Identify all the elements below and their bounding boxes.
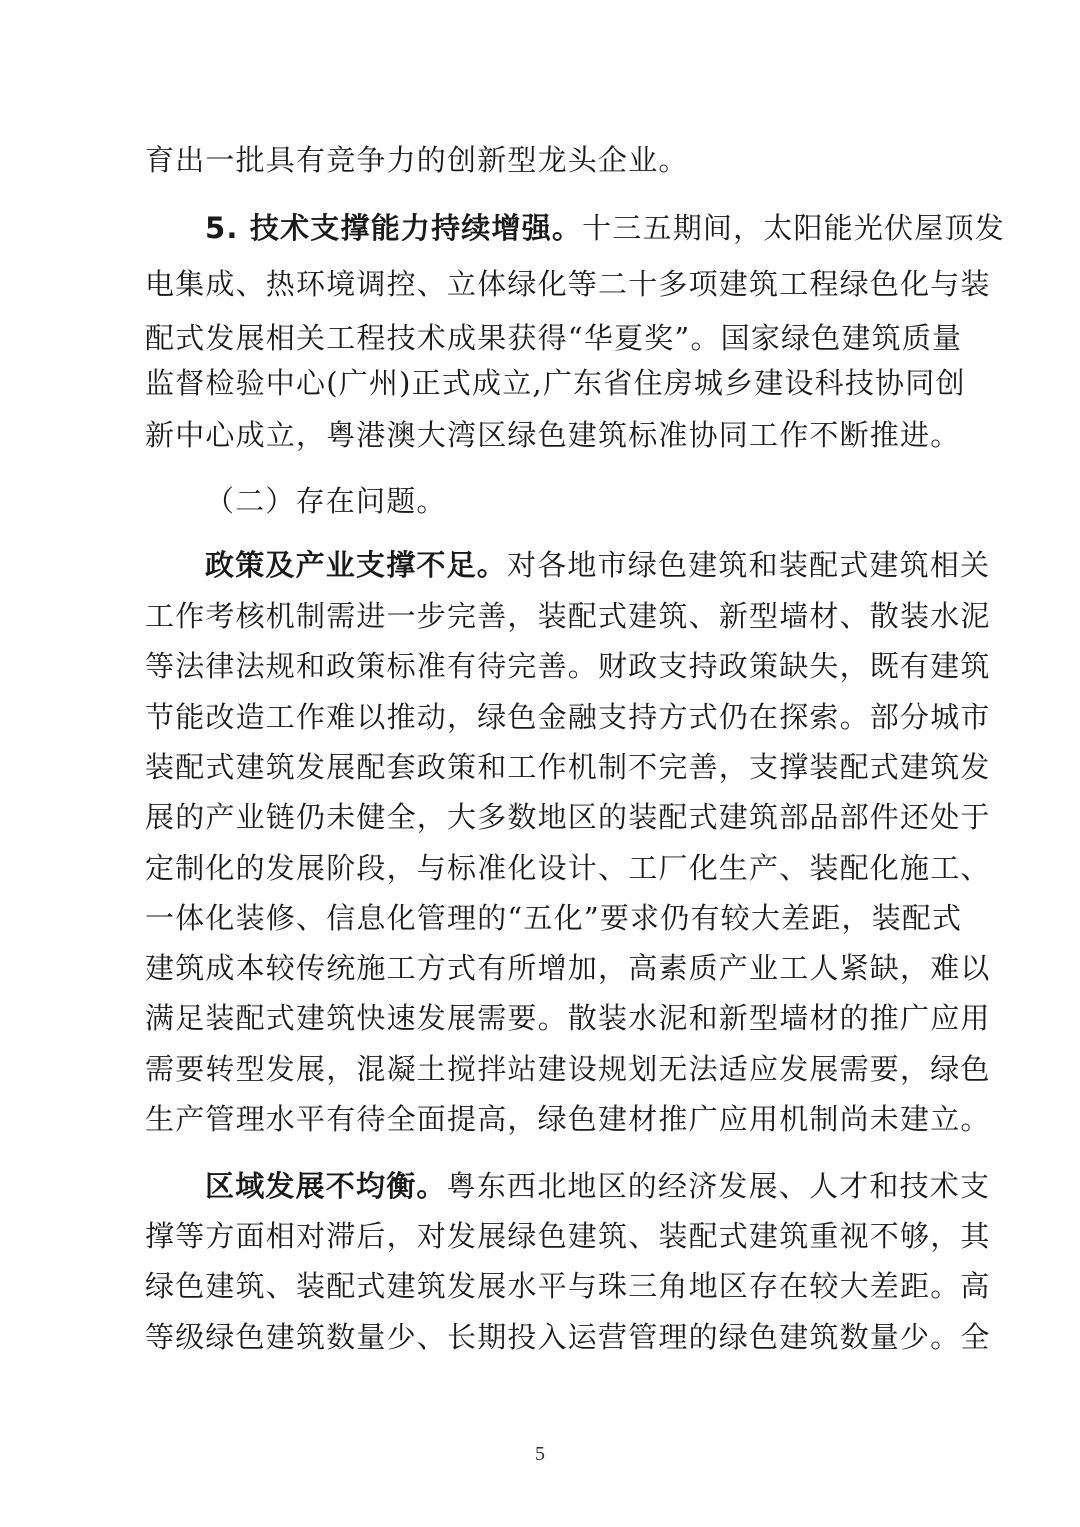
paragraph-region-line: 绿色建筑、装配式建筑发展水平与珠三角地区存在较大差距。高 [145, 1269, 991, 1303]
paragraph-policy-line: 等法律法规和政策标准有待完善。财政支持政策缺失，既有建筑 [145, 649, 991, 683]
paragraph-policy-line: 建筑成本较传统施工方式有所增加，高素质产业工人紧缺，难以 [145, 951, 991, 985]
paragraph-tech-line: 新中心成立，粤港澳大湾区绿色建筑标准协同工作不断推进。 [145, 418, 961, 452]
paragraph-region-title: 区域发展不均衡。 [205, 1169, 447, 1203]
paragraph-tech-line: 配式发展相关工程技术成果获得“华夏奖”。国家绿色建筑质量 [145, 321, 963, 355]
paragraph-policy-line: 装配式建筑发展配套政策和工作机制不完善，支撑装配式建筑发 [145, 750, 991, 784]
paragraph-policy-line: 生产管理水平有待全面提高，绿色建材推广应用机制尚未建立。 [145, 1102, 991, 1136]
paragraph-region-first-line [205, 1166, 991, 1206]
paragraph-policy-line: 满足装配式建筑快速发展需要。散装水泥和新型墙材的推广应用 [145, 1001, 991, 1035]
paragraph-policy-title: 政策及产业支撑不足。 [205, 548, 508, 582]
paragraph-policy-first-line [205, 545, 991, 585]
paragraph-policy-line: 定制化的发展阶段，与标准化设计、工厂化生产、装配化施工、 [145, 851, 991, 885]
paragraph-intro-line: 育出一批具有竞争力的创新型龙头企业。 [145, 143, 689, 177]
paragraph-region-line: 撑等方面相对滞后，对发展绿色建筑、装配式建筑重视不够，其 [145, 1219, 991, 1253]
paragraph-tech-text: 十三五期间，太阳能光伏屋顶发 [582, 211, 1005, 245]
paragraph-policy-text: 对各地市绿色建筑和装配式建筑相关 [507, 548, 991, 582]
paragraph-policy-line: 工作考核机制需进一步完善，装配式建筑、新型墙材、散装水泥 [145, 599, 991, 633]
page-number: 5 [535, 1443, 545, 1465]
paragraph-region-line: 等级绿色建筑数量少、长期投入运营管理的绿色建筑数量少。全 [145, 1320, 991, 1354]
paragraph-region-text: 粤东西北地区的经济发展、人才和技术支 [446, 1169, 991, 1203]
paragraph-policy-line: 展的产业链仍未健全，大多数地区的装配式建筑部品部件还处于 [145, 800, 991, 834]
section-heading: （二）存在问题。 [205, 484, 447, 518]
paragraph-tech-line: 电集成、热环境调控、立体绿化等二十多项建筑工程绿色化与装 [145, 267, 991, 301]
paragraph-tech-title: 5. 技术支撑能力持续增强。 [205, 211, 583, 245]
paragraph-tech-first-line [205, 208, 1005, 248]
paragraph-policy-line: 一体化装修、信息化管理的“五化”要求仍有较大差距，装配式 [145, 901, 963, 935]
paragraph-policy-line: 节能改造工作难以推动，绿色金融支持方式仍在探索。部分城市 [145, 700, 991, 734]
paragraph-policy-line: 需要转型发展，混凝土搅拌站建设规划无法适应发展需要，绿色 [145, 1052, 991, 1086]
paragraph-tech-line: 监督检验中心(广州)正式成立,广东省住房城乡建设科技协同创 [145, 366, 966, 400]
